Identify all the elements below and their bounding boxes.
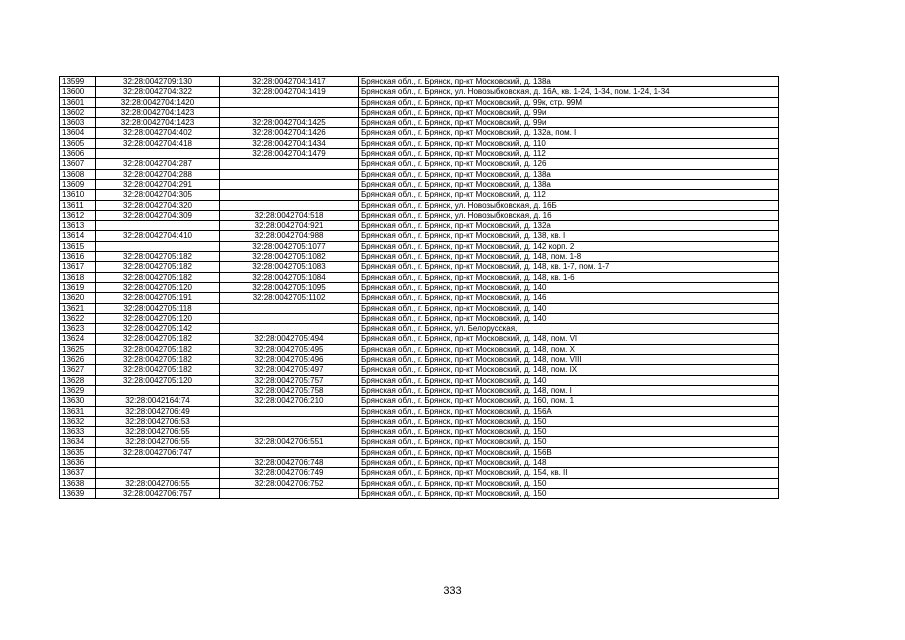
parcel-number-cell: 32:28:0042705:182	[96, 355, 220, 365]
address-cell: Брянская обл., г. Брянск, пр-кт Московский, д. 150	[359, 427, 779, 437]
object-number-cell: 32:28:0042706:210	[220, 396, 359, 406]
object-number-cell	[220, 169, 359, 179]
row-number-cell: 13607	[60, 159, 96, 169]
row-number-cell: 13612	[60, 210, 96, 220]
table-row	[60, 385, 779, 395]
object-number-cell: 32:28:0042706:749	[220, 468, 359, 478]
address-cell: Брянская обл., г. Брянск, пр-кт Московский, д. 154, кв. II	[359, 468, 779, 478]
row-number-cell: 13622	[60, 313, 96, 323]
row-number-cell: 13628	[60, 375, 96, 385]
parcel-number-cell: 32:28:0042706:55	[96, 427, 220, 437]
parcel-number-cell	[96, 468, 220, 478]
row-number-cell: 13615	[60, 241, 96, 251]
row-number-cell: 13616	[60, 252, 96, 262]
parcel-number-cell: 32:28:0042705:182	[96, 252, 220, 262]
address-cell: Брянская обл., г. Брянск, пр-кт Московский, д. 148, кв. 1-7, пом. 1-7	[359, 262, 779, 272]
table-row	[60, 344, 779, 354]
address-cell: Брянская обл., г. Брянск, пр-кт Московский, д. 148	[359, 457, 779, 467]
object-number-cell	[220, 200, 359, 210]
table-row	[60, 252, 779, 262]
row-number-cell: 13627	[60, 365, 96, 375]
parcel-number-cell: 32:28:0042705:182	[96, 365, 220, 375]
object-number-cell: 32:28:0042705:757	[220, 375, 359, 385]
table-row	[60, 231, 779, 241]
object-number-cell: 32:28:0042705:1102	[220, 293, 359, 303]
object-number-cell: 32:28:0042704:1425	[220, 118, 359, 128]
table-row	[60, 375, 779, 385]
row-number-cell: 13625	[60, 344, 96, 354]
row-number-cell: 13635	[60, 447, 96, 457]
object-number-cell	[220, 447, 359, 457]
parcel-number-cell: 32:28:0042705:120	[96, 375, 220, 385]
table-row	[60, 77, 779, 87]
object-number-cell: 32:28:0042706:748	[220, 457, 359, 467]
parcel-number-cell: 32:28:0042706:55	[96, 478, 220, 488]
object-number-cell	[220, 107, 359, 117]
address-cell: Брянская обл., г. Брянск, ул. Новозыбковская, д. 16А, кв. 1-24, 1-34, пом. 1-24, 1-34	[359, 87, 779, 97]
row-number-cell: 13629	[60, 385, 96, 395]
parcel-number-cell: 32:28:0042705:118	[96, 303, 220, 313]
row-number-cell: 13621	[60, 303, 96, 313]
object-number-cell	[220, 313, 359, 323]
table-row	[60, 293, 779, 303]
address-cell: Брянская обл., г. Брянск, пр-кт Московский, д. 110	[359, 138, 779, 148]
object-number-cell: 32:28:0042705:1084	[220, 272, 359, 282]
row-number-cell: 13599	[60, 77, 96, 87]
address-cell: Брянская обл., г. Брянск, пр-кт Московский, д. 160, пом. 1	[359, 396, 779, 406]
row-number-cell: 13638	[60, 478, 96, 488]
address-cell: Брянская обл., г. Брянск, пр-кт Московский, д. 140	[359, 313, 779, 323]
object-number-cell: 32:28:0042706:551	[220, 437, 359, 447]
parcel-number-cell	[96, 457, 220, 467]
row-number-cell: 13600	[60, 87, 96, 97]
object-number-cell	[220, 97, 359, 107]
address-cell: Брянская обл., г. Брянск, пр-кт Московский, д. 140	[359, 282, 779, 292]
parcel-number-cell	[96, 221, 220, 231]
object-number-cell: 32:28:0042704:988	[220, 231, 359, 241]
parcel-number-cell: 32:28:0042704:287	[96, 159, 220, 169]
row-number-cell: 13624	[60, 334, 96, 344]
address-cell: Брянская обл., г. Брянск, пр-кт Московский, д. 138а	[359, 169, 779, 179]
table-row	[60, 149, 779, 159]
address-cell: Брянская обл., г. Брянск, пр-кт Московский, д. 150	[359, 416, 779, 426]
object-number-cell: 32:28:0042705:1082	[220, 252, 359, 262]
address-cell: Брянская обл., г. Брянск, пр-кт Московский, д. 99к, стр. 99М	[359, 97, 779, 107]
row-number-cell: 13601	[60, 97, 96, 107]
row-number-cell: 13609	[60, 179, 96, 189]
row-number-cell: 13637	[60, 468, 96, 478]
parcel-number-cell: 32:28:0042706:747	[96, 447, 220, 457]
address-cell: Брянская обл., г. Брянск, пр-кт Московский, д. 156А	[359, 406, 779, 416]
table-row	[60, 179, 779, 189]
parcel-number-cell: 32:28:0042706:53	[96, 416, 220, 426]
object-number-cell: 32:28:0042705:758	[220, 385, 359, 395]
parcel-number-cell: 32:28:0042704:402	[96, 128, 220, 138]
row-number-cell: 13620	[60, 293, 96, 303]
object-number-cell	[220, 406, 359, 416]
row-number-cell: 13606	[60, 149, 96, 159]
row-number-cell: 13634	[60, 437, 96, 447]
object-number-cell: 32:28:0042706:752	[220, 478, 359, 488]
row-number-cell: 13605	[60, 138, 96, 148]
address-cell: Брянская обл., г. Брянск, пр-кт Московский, д. 99и	[359, 118, 779, 128]
object-number-cell: 32:28:0042704:1479	[220, 149, 359, 159]
parcel-number-cell: 32:28:0042704:291	[96, 179, 220, 189]
object-number-cell	[220, 190, 359, 200]
object-number-cell	[220, 179, 359, 189]
table-row	[60, 262, 779, 272]
address-cell: Брянская обл., г. Брянск, пр-кт Московский, д. 99и	[359, 107, 779, 117]
address-cell: Брянская обл., г. Брянск, пр-кт Московский, д. 140	[359, 303, 779, 313]
address-cell: Брянская обл., г. Брянск, ул. Новозыбковская, д. 16Б	[359, 200, 779, 210]
table-row	[60, 169, 779, 179]
address-cell: Брянская обл., г. Брянск, пр-кт Московский, д. 132а, пом. I	[359, 128, 779, 138]
table-row	[60, 488, 779, 498]
parcel-number-cell: 32:28:0042704:1423	[96, 107, 220, 117]
table-row	[60, 406, 779, 416]
address-cell: Брянская обл., г. Брянск, пр-кт Московский, д. 156В	[359, 447, 779, 457]
row-number-cell: 13618	[60, 272, 96, 282]
table-row	[60, 468, 779, 478]
object-number-cell	[220, 324, 359, 334]
parcel-number-cell: 32:28:0042705:182	[96, 272, 220, 282]
row-number-cell: 13611	[60, 200, 96, 210]
object-number-cell: 32:28:0042704:518	[220, 210, 359, 220]
object-number-cell: 32:28:0042705:497	[220, 365, 359, 375]
row-number-cell: 13623	[60, 324, 96, 334]
address-cell: Брянская обл., г. Брянск, пр-кт Московский, д. 126	[359, 159, 779, 169]
address-cell: Брянская обл., г. Брянск, пр-кт Московский, д. 148, пом. VI	[359, 334, 779, 344]
parcel-number-cell: 32:28:0042704:1423	[96, 118, 220, 128]
object-number-cell: 32:28:0042705:1077	[220, 241, 359, 251]
address-cell: Брянская обл., г. Брянск, пр-кт Московский, д. 138а	[359, 179, 779, 189]
row-number-cell: 13639	[60, 488, 96, 498]
table-row	[60, 210, 779, 220]
parcel-number-cell: 32:28:0042706:55	[96, 437, 220, 447]
object-number-cell: 32:28:0042705:495	[220, 344, 359, 354]
parcel-number-cell: 32:28:0042709:130	[96, 77, 220, 87]
table-row	[60, 128, 779, 138]
table-row	[60, 241, 779, 251]
table-row	[60, 427, 779, 437]
address-cell: Брянская обл., г. Брянск, пр-кт Московский, д. 146	[359, 293, 779, 303]
table-row	[60, 97, 779, 107]
parcel-number-cell: 32:28:0042705:142	[96, 324, 220, 334]
row-number-cell: 13614	[60, 231, 96, 241]
row-number-cell: 13631	[60, 406, 96, 416]
parcel-number-cell: 32:28:0042705:120	[96, 313, 220, 323]
parcel-number-cell: 32:28:0042704:288	[96, 169, 220, 179]
table-row	[60, 324, 779, 334]
address-cell: Брянская обл., г. Брянск, пр-кт Московский, д. 148, пом. 1-8	[359, 252, 779, 262]
address-cell: Брянская обл., г. Брянск, пр-кт Московский, д. 148, пом. I	[359, 385, 779, 395]
table-row	[60, 416, 779, 426]
address-cell: Брянская обл., г. Брянск, пр-кт Московский, д. 150	[359, 437, 779, 447]
object-number-cell	[220, 427, 359, 437]
parcel-number-cell: 32:28:0042705:120	[96, 282, 220, 292]
row-number-cell: 13603	[60, 118, 96, 128]
object-number-cell: 32:28:0042705:494	[220, 334, 359, 344]
address-cell: Брянская обл., г. Брянск, пр-кт Московский, д. 148, кв. 1-6	[359, 272, 779, 282]
parcel-number-cell	[96, 241, 220, 251]
address-cell: Брянская обл., г. Брянск, пр-кт Московский, д. 148, пом. VIII	[359, 355, 779, 365]
address-cell: Брянская обл., г. Брянск, пр-кт Московский, д. 138, кв. I	[359, 231, 779, 241]
address-cell: Брянская обл., г. Брянск, пр-кт Московский, д. 112	[359, 149, 779, 159]
table-row	[60, 437, 779, 447]
parcel-number-cell: 32:28:0042704:320	[96, 200, 220, 210]
object-number-cell	[220, 416, 359, 426]
table-row	[60, 200, 779, 210]
parcel-number-cell	[96, 385, 220, 395]
address-cell: Брянская обл., г. Брянск, пр-кт Московский, д. 138а	[359, 77, 779, 87]
page-number: 333	[443, 585, 462, 597]
table-row	[60, 303, 779, 313]
parcel-number-cell: 32:28:0042705:182	[96, 334, 220, 344]
parcel-number-cell: 32:28:0042704:305	[96, 190, 220, 200]
parcel-number-cell: 32:28:0042706:49	[96, 406, 220, 416]
row-number-cell: 13636	[60, 457, 96, 467]
table-row	[60, 313, 779, 323]
object-number-cell	[220, 488, 359, 498]
row-number-cell: 13604	[60, 128, 96, 138]
address-cell: Брянская обл., г. Брянск, пр-кт Московский, д. 142 корп. 2	[359, 241, 779, 251]
table-row	[60, 107, 779, 117]
row-number-cell: 13626	[60, 355, 96, 365]
table-row	[60, 334, 779, 344]
address-cell: Брянская обл., г. Брянск, пр-кт Московский, д. 140	[359, 375, 779, 385]
row-number-cell: 13613	[60, 221, 96, 231]
table-row	[60, 272, 779, 282]
table-row	[60, 87, 779, 97]
object-number-cell: 32:28:0042704:1426	[220, 128, 359, 138]
address-cell: Брянская обл., г. Брянск, пр-кт Московский, д. 112	[359, 190, 779, 200]
row-number-cell: 13617	[60, 262, 96, 272]
parcel-number-cell	[96, 149, 220, 159]
object-number-cell	[220, 159, 359, 169]
parcel-number-cell: 32:28:0042704:309	[96, 210, 220, 220]
object-number-cell: 32:28:0042704:921	[220, 221, 359, 231]
object-number-cell: 32:28:0042704:1419	[220, 87, 359, 97]
row-number-cell: 13602	[60, 107, 96, 117]
address-cell: Брянская обл., г. Брянск, пр-кт Московский, д. 148, пом. X	[359, 344, 779, 354]
row-number-cell: 13632	[60, 416, 96, 426]
parcel-number-cell: 32:28:0042705:191	[96, 293, 220, 303]
table-row	[60, 355, 779, 365]
parcel-number-cell: 32:28:0042705:182	[96, 344, 220, 354]
address-cell: Брянская обл., г. Брянск, пр-кт Московский, д. 148, пом. IX	[359, 365, 779, 375]
parcel-number-cell: 32:28:0042705:182	[96, 262, 220, 272]
table-row	[60, 118, 779, 128]
parcel-number-cell: 32:28:0042704:322	[96, 87, 220, 97]
row-number-cell: 13633	[60, 427, 96, 437]
object-number-cell	[220, 303, 359, 313]
table-row	[60, 221, 779, 231]
parcel-number-cell: 32:28:0042704:1420	[96, 97, 220, 107]
address-cell: Брянская обл., г. Брянск, пр-кт Московский, д. 150	[359, 488, 779, 498]
address-cell: Брянская обл., г. Брянск, ул. Белорусская,	[359, 324, 779, 334]
row-number-cell: 13630	[60, 396, 96, 406]
property-register-table	[59, 76, 779, 499]
object-number-cell: 32:28:0042705:1095	[220, 282, 359, 292]
object-number-cell: 32:28:0042705:496	[220, 355, 359, 365]
table-row	[60, 138, 779, 148]
row-number-cell: 13610	[60, 190, 96, 200]
object-number-cell: 32:28:0042704:1417	[220, 77, 359, 87]
table-row	[60, 457, 779, 467]
table-row	[60, 282, 779, 292]
table-row	[60, 447, 779, 457]
table-row	[60, 190, 779, 200]
object-number-cell: 32:28:0042705:1083	[220, 262, 359, 272]
parcel-number-cell: 32:28:0042706:757	[96, 488, 220, 498]
row-number-cell: 13608	[60, 169, 96, 179]
address-cell: Брянская обл., г. Брянск, пр-кт Московский, д. 150	[359, 478, 779, 488]
table-row	[60, 478, 779, 488]
table-row	[60, 396, 779, 406]
address-cell: Брянская обл., г. Брянск, пр-кт Московский, д. 132а	[359, 221, 779, 231]
address-cell: Брянская обл., г. Брянск, ул. Новозыбковская, д. 16	[359, 210, 779, 220]
object-number-cell: 32:28:0042704:1434	[220, 138, 359, 148]
table-row	[60, 159, 779, 169]
table-body	[60, 77, 779, 499]
parcel-number-cell: 32:28:0042704:410	[96, 231, 220, 241]
row-number-cell: 13619	[60, 282, 96, 292]
parcel-number-cell: 32:28:0042704:418	[96, 138, 220, 148]
table-row	[60, 365, 779, 375]
parcel-number-cell: 32:28:0042164:74	[96, 396, 220, 406]
